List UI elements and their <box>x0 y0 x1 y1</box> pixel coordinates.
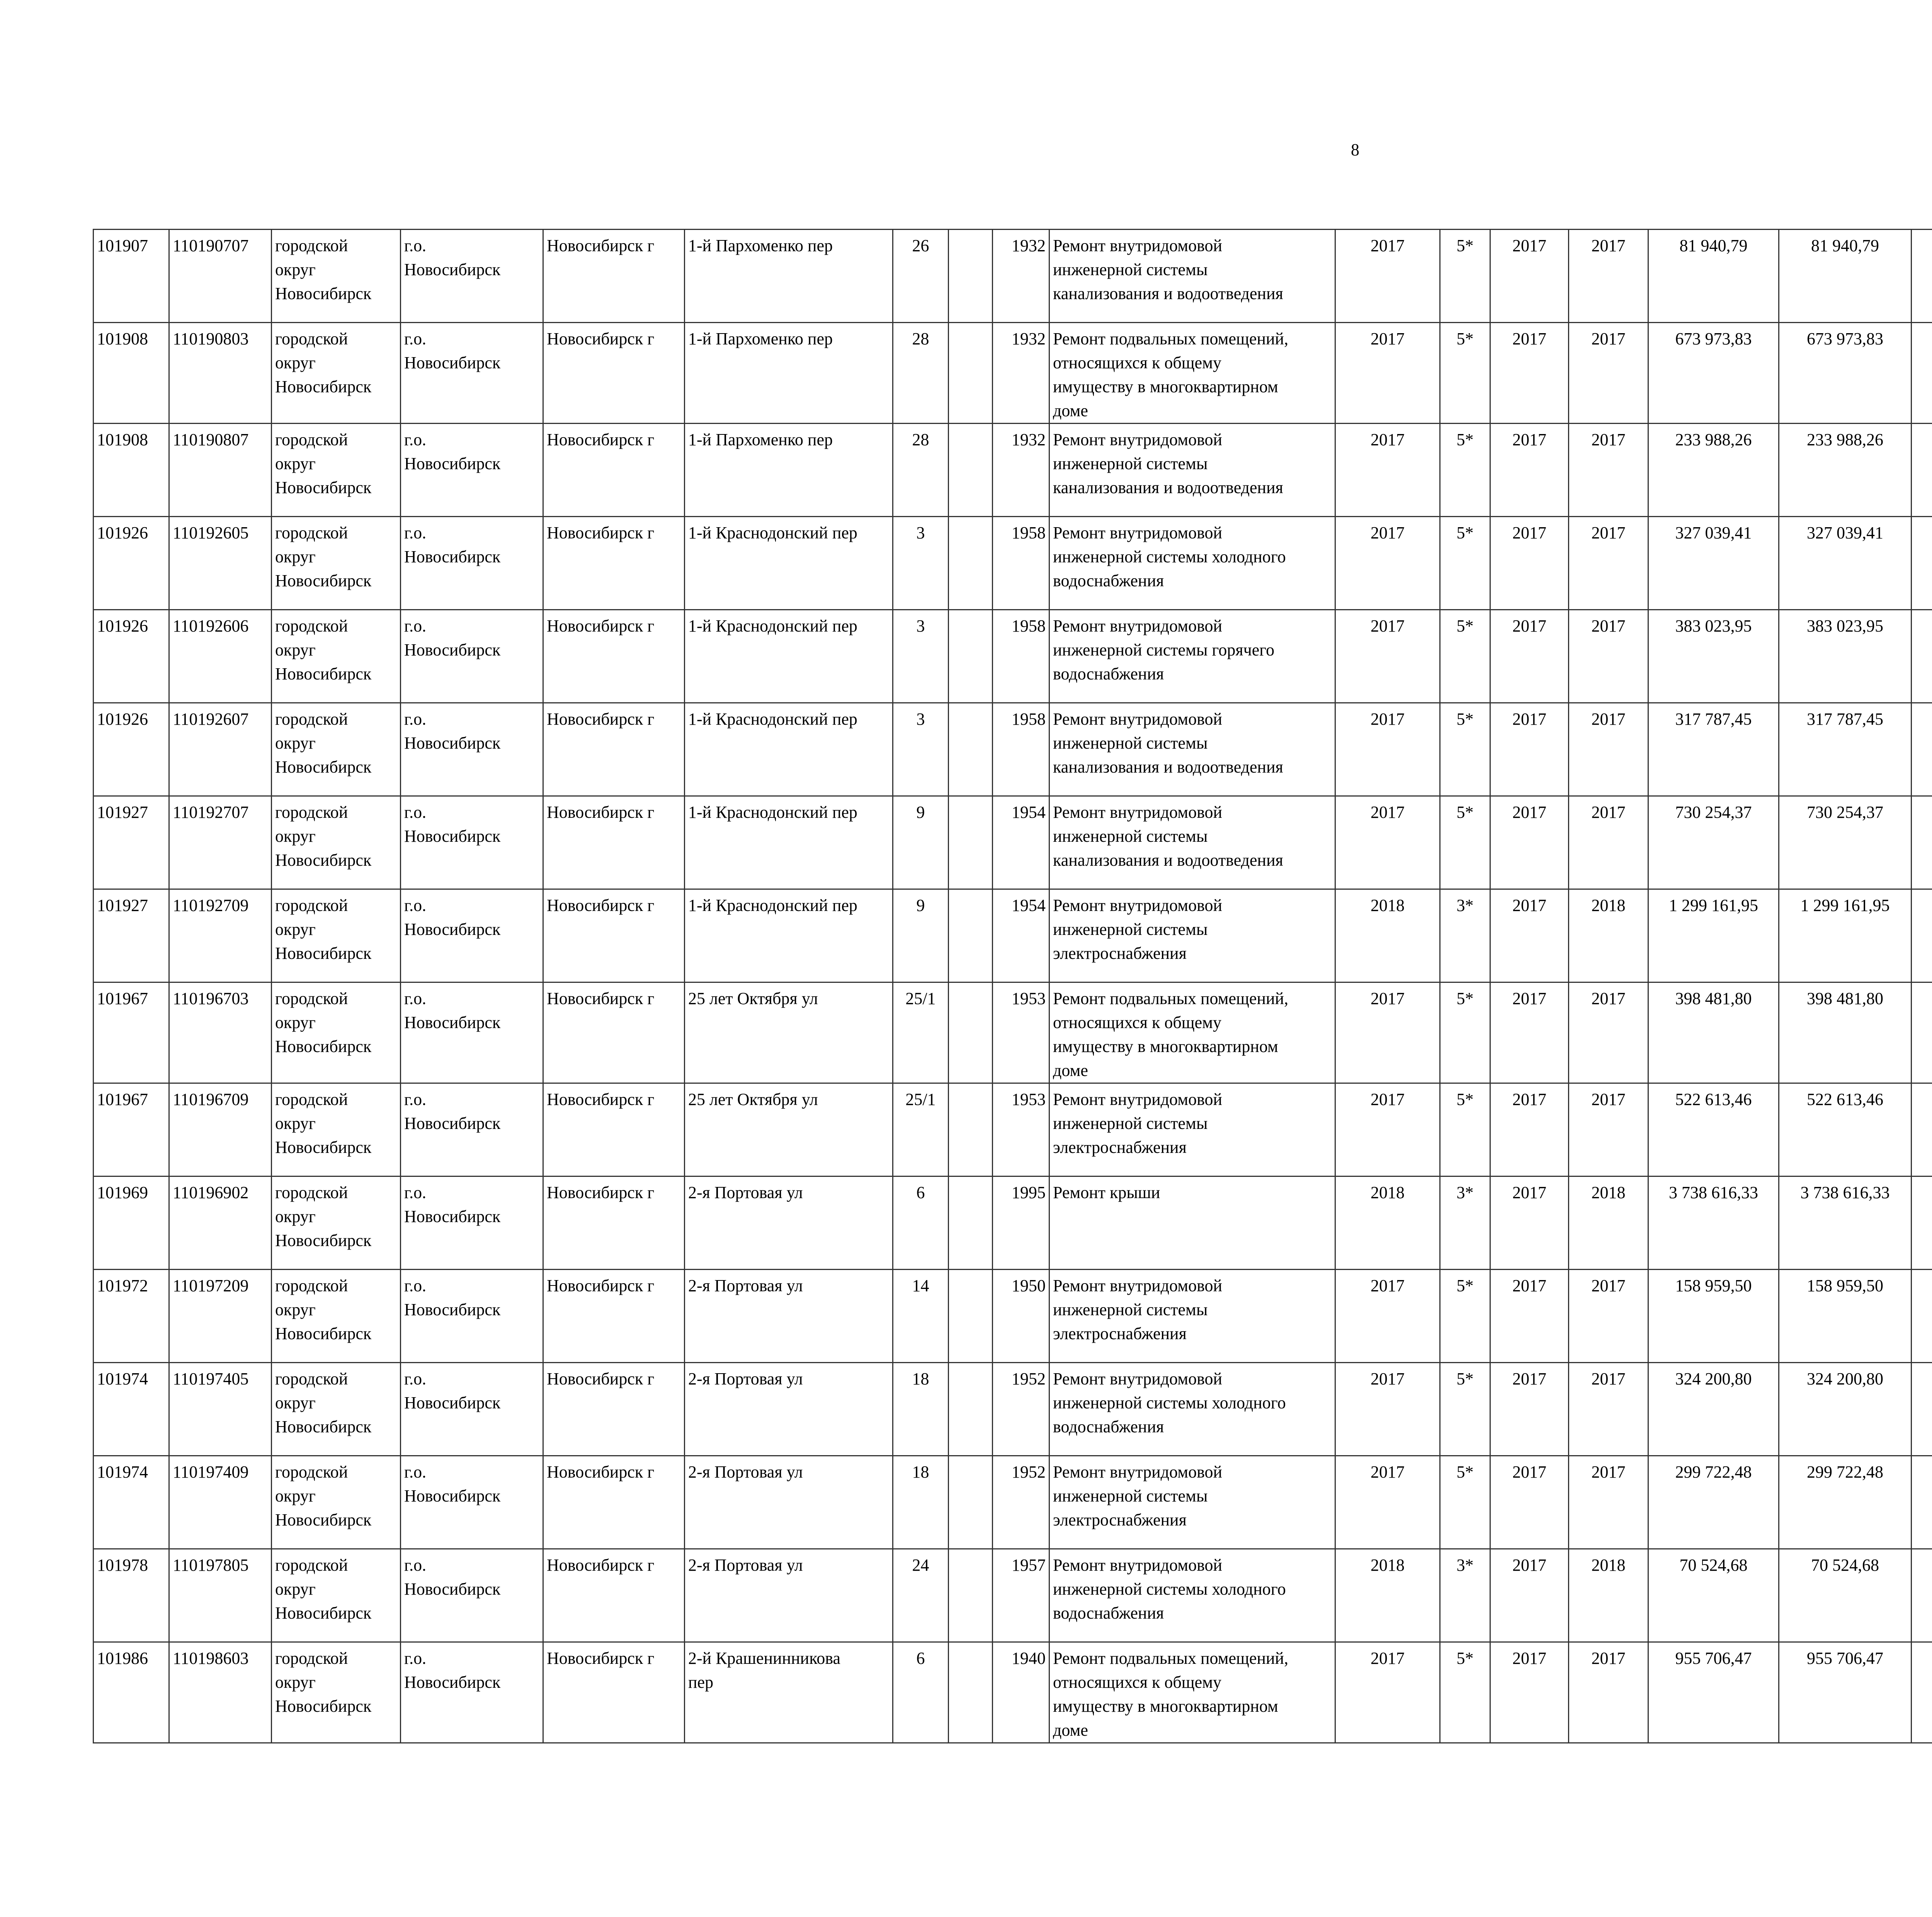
cell-locality: Новосибирск г <box>543 1270 685 1363</box>
cell-house-number: 3 <box>893 703 949 796</box>
cell-locality: Новосибирск г <box>543 1176 685 1270</box>
table-row <box>94 424 1932 517</box>
cell-row-id: 101986 <box>94 1642 169 1743</box>
cell-plan-year: 2018 <box>1335 1176 1440 1270</box>
cell-row-id: 101908 <box>94 323 169 424</box>
cell-cost: 730 254,37 <box>1648 796 1779 889</box>
table-row <box>94 703 1932 796</box>
cell-row-id: 101969 <box>94 1176 169 1270</box>
cell-year-built: 1957 <box>993 1549 1049 1642</box>
cell-period-start: 2017 <box>1490 1363 1569 1456</box>
cell-extra-1 <box>1912 1363 1932 1456</box>
cell-locality: Новосибирск г <box>543 610 685 703</box>
cell-row-id: 101972 <box>94 1270 169 1363</box>
cell-street: 2-я Портовая ул <box>685 1363 893 1456</box>
cell-period-start: 2017 <box>1490 1083 1569 1176</box>
cell-cost-total: 327 039,41 <box>1779 517 1912 610</box>
cell-row-id: 101926 <box>94 517 169 610</box>
cell-building <box>949 230 993 323</box>
cell-work-type: Ремонт внутридомовой инженерной системы канализования и водоотведения <box>1049 424 1335 517</box>
cell-extra-1 <box>1912 424 1932 517</box>
cell-work-type: Ремонт внутридомовой инженерной системы канализования и водоотведения <box>1049 230 1335 323</box>
cell-row-id: 101978 <box>94 1549 169 1642</box>
cell-house-number: 18 <box>893 1456 949 1549</box>
cell-cost-total: 398 481,80 <box>1779 982 1912 1083</box>
cell-cost-total: 317 787,45 <box>1779 703 1912 796</box>
cell-year-built: 1940 <box>993 1642 1049 1743</box>
cell-cost: 233 988,26 <box>1648 424 1779 517</box>
cell-street: 2-й Крашенинникова пер <box>685 1642 893 1743</box>
cell-extra-1 <box>1912 1270 1932 1363</box>
cell-municipal-district: городской округ Новосибирск <box>272 1549 401 1642</box>
cell-work-code: 110197409 <box>169 1456 272 1549</box>
cell-extra-1 <box>1912 230 1932 323</box>
cell-plan-year: 2017 <box>1335 323 1440 424</box>
cell-cost-total: 81 940,79 <box>1779 230 1912 323</box>
cell-municipal-district: городской округ Новосибирск <box>272 1083 401 1176</box>
cell-municipality: г.о. Новосибирск <box>401 982 543 1083</box>
cell-municipal-district: городской округ Новосибирск <box>272 1270 401 1363</box>
table-row <box>94 230 1932 323</box>
cell-period-end: 2017 <box>1569 610 1648 703</box>
cell-priority: 5* <box>1440 1363 1490 1456</box>
cell-locality: Новосибирск г <box>543 1456 685 1549</box>
cell-year-built: 1995 <box>993 1176 1049 1270</box>
cell-municipality: г.о. Новосибирск <box>401 1270 543 1363</box>
cell-municipal-district: городской округ Новосибирск <box>272 610 401 703</box>
cell-priority: 5* <box>1440 230 1490 323</box>
cell-priority: 5* <box>1440 1456 1490 1549</box>
cell-municipal-district: городской округ Новосибирск <box>272 323 401 424</box>
cell-cost-total: 299 722,48 <box>1779 1456 1912 1549</box>
cell-municipal-district: городской округ Новосибирск <box>272 796 401 889</box>
cell-house-number: 28 <box>893 424 949 517</box>
cell-street: 1-й Краснодонский пер <box>685 796 893 889</box>
cell-period-start: 2017 <box>1490 323 1569 424</box>
cell-building <box>949 889 993 982</box>
cell-work-code: 110190707 <box>169 230 272 323</box>
table-row <box>94 889 1932 982</box>
cell-year-built: 1950 <box>993 1270 1049 1363</box>
cell-cost: 522 613,46 <box>1648 1083 1779 1176</box>
cell-work-code: 110196703 <box>169 982 272 1083</box>
cell-cost: 158 959,50 <box>1648 1270 1779 1363</box>
cell-priority: 3* <box>1440 1176 1490 1270</box>
table-body <box>94 230 1932 1743</box>
table-row <box>94 982 1932 1083</box>
cell-period-end: 2017 <box>1569 1083 1648 1176</box>
cell-work-code: 110192709 <box>169 889 272 982</box>
cell-work-code: 110197405 <box>169 1363 272 1456</box>
cell-locality: Новосибирск г <box>543 230 685 323</box>
cell-cost-total: 673 973,83 <box>1779 323 1912 424</box>
cell-street: 1-й Краснодонский пер <box>685 889 893 982</box>
cell-plan-year: 2017 <box>1335 1270 1440 1363</box>
cell-cost-total: 158 959,50 <box>1779 1270 1912 1363</box>
cell-plan-year: 2018 <box>1335 1549 1440 1642</box>
cell-municipality: г.о. Новосибирск <box>401 1176 543 1270</box>
cell-street: 2-я Портовая ул <box>685 1549 893 1642</box>
cell-building <box>949 517 993 610</box>
cell-period-start: 2017 <box>1490 982 1569 1083</box>
cell-row-id: 101908 <box>94 424 169 517</box>
cell-cost-total: 955 706,47 <box>1779 1642 1912 1743</box>
cell-period-start: 2017 <box>1490 889 1569 982</box>
cell-year-built: 1953 <box>993 1083 1049 1176</box>
cell-period-start: 2017 <box>1490 424 1569 517</box>
cell-work-type: Ремонт внутридомовой инженерной системы канализования и водоотведения <box>1049 796 1335 889</box>
cell-building <box>949 1549 993 1642</box>
cell-work-type: Ремонт внутридомовой инженерной системы холодного водоснабжения <box>1049 1549 1335 1642</box>
cell-house-number: 25/1 <box>893 982 949 1083</box>
cell-work-type: Ремонт подвальных помещений, относящихся к общему имуществу в многоквартирном доме <box>1049 1642 1335 1743</box>
cell-extra-1 <box>1912 517 1932 610</box>
cell-extra-1 <box>1912 796 1932 889</box>
cell-building <box>949 982 993 1083</box>
cell-house-number: 9 <box>893 889 949 982</box>
cell-cost: 673 973,83 <box>1648 323 1779 424</box>
cell-cost: 1 299 161,95 <box>1648 889 1779 982</box>
cell-year-built: 1932 <box>993 323 1049 424</box>
cell-building <box>949 610 993 703</box>
page-number: 8 <box>1351 140 1359 159</box>
cell-priority: 3* <box>1440 889 1490 982</box>
cell-municipal-district: городской округ Новосибирск <box>272 1176 401 1270</box>
cell-locality: Новосибирск г <box>543 517 685 610</box>
cell-period-start: 2017 <box>1490 1549 1569 1642</box>
cell-work-code: 110192606 <box>169 610 272 703</box>
cell-municipal-district: городской округ Новосибирск <box>272 1456 401 1549</box>
cell-work-code: 110196902 <box>169 1176 272 1270</box>
cell-row-id: 101926 <box>94 703 169 796</box>
cell-plan-year: 2017 <box>1335 230 1440 323</box>
cell-house-number: 26 <box>893 230 949 323</box>
cell-row-id: 101967 <box>94 982 169 1083</box>
cell-plan-year: 2017 <box>1335 610 1440 703</box>
cell-priority: 5* <box>1440 796 1490 889</box>
table-row <box>94 1363 1932 1456</box>
cell-building <box>949 323 993 424</box>
cell-building <box>949 424 993 517</box>
cell-priority: 5* <box>1440 424 1490 517</box>
cell-cost: 81 940,79 <box>1648 230 1779 323</box>
cell-row-id: 101974 <box>94 1456 169 1549</box>
cell-locality: Новосибирск г <box>543 1363 685 1456</box>
capital-repair-register-table <box>93 229 1932 1743</box>
cell-period-start: 2017 <box>1490 517 1569 610</box>
cell-municipality: г.о. Новосибирск <box>401 703 543 796</box>
cell-period-end: 2017 <box>1569 703 1648 796</box>
cell-locality: Новосибирск г <box>543 703 685 796</box>
cell-house-number: 14 <box>893 1270 949 1363</box>
cell-work-type: Ремонт внутридомовой инженерной системы электроснабжения <box>1049 1270 1335 1363</box>
cell-building <box>949 1642 993 1743</box>
cell-period-start: 2017 <box>1490 1456 1569 1549</box>
cell-period-end: 2017 <box>1569 323 1648 424</box>
cell-municipality: г.о. Новосибирск <box>401 517 543 610</box>
table-row <box>94 1176 1932 1270</box>
cell-extra-1 <box>1912 703 1932 796</box>
cell-work-type: Ремонт внутридомовой инженерной системы холодного водоснабжения <box>1049 1363 1335 1456</box>
cell-extra-1 <box>1912 610 1932 703</box>
cell-period-end: 2017 <box>1569 1363 1648 1456</box>
table-row <box>94 1549 1932 1642</box>
table-row <box>94 796 1932 889</box>
cell-plan-year: 2017 <box>1335 982 1440 1083</box>
cell-locality: Новосибирск г <box>543 1549 685 1642</box>
cell-work-type: Ремонт подвальных помещений, относящихся к общему имуществу в многоквартирном доме <box>1049 982 1335 1083</box>
cell-plan-year: 2017 <box>1335 1363 1440 1456</box>
cell-year-built: 1958 <box>993 610 1049 703</box>
cell-municipal-district: городской округ Новосибирск <box>272 1642 401 1743</box>
cell-house-number: 28 <box>893 323 949 424</box>
cell-cost-total: 233 988,26 <box>1779 424 1912 517</box>
cell-year-built: 1952 <box>993 1363 1049 1456</box>
cell-period-end: 2017 <box>1569 796 1648 889</box>
table-row <box>94 517 1932 610</box>
cell-street: 25 лет Октября ул <box>685 1083 893 1176</box>
cell-building <box>949 703 993 796</box>
cell-period-start: 2017 <box>1490 1270 1569 1363</box>
cell-priority: 5* <box>1440 703 1490 796</box>
cell-municipal-district: городской округ Новосибирск <box>272 517 401 610</box>
cell-year-built: 1952 <box>993 1456 1049 1549</box>
cell-plan-year: 2017 <box>1335 424 1440 517</box>
cell-cost-total: 70 524,68 <box>1779 1549 1912 1642</box>
cell-municipal-district: городской округ Новосибирск <box>272 230 401 323</box>
cell-year-built: 1953 <box>993 982 1049 1083</box>
cell-building <box>949 1176 993 1270</box>
cell-municipality: г.о. Новосибирск <box>401 323 543 424</box>
cell-period-end: 2018 <box>1569 1176 1648 1270</box>
cell-plan-year: 2018 <box>1335 889 1440 982</box>
cell-extra-1 <box>1912 982 1932 1083</box>
cell-work-type: Ремонт крыши <box>1049 1176 1335 1270</box>
cell-locality: Новосибирск г <box>543 889 685 982</box>
cell-municipality: г.о. Новосибирск <box>401 1456 543 1549</box>
cell-priority: 5* <box>1440 323 1490 424</box>
cell-period-start: 2017 <box>1490 796 1569 889</box>
table-row <box>94 1270 1932 1363</box>
cell-work-code: 110190807 <box>169 424 272 517</box>
cell-work-code: 110190803 <box>169 323 272 424</box>
cell-cost: 70 524,68 <box>1648 1549 1779 1642</box>
cell-cost-total: 383 023,95 <box>1779 610 1912 703</box>
table-row <box>94 1083 1932 1176</box>
cell-plan-year: 2017 <box>1335 703 1440 796</box>
cell-plan-year: 2017 <box>1335 796 1440 889</box>
cell-work-code: 110192605 <box>169 517 272 610</box>
cell-period-end: 2017 <box>1569 230 1648 323</box>
cell-building <box>949 1456 993 1549</box>
cell-period-end: 2018 <box>1569 889 1648 982</box>
cell-house-number: 6 <box>893 1642 949 1743</box>
cell-municipal-district: городской округ Новосибирск <box>272 889 401 982</box>
cell-cost: 324 200,80 <box>1648 1363 1779 1456</box>
cell-extra-1 <box>1912 889 1932 982</box>
cell-building <box>949 1363 993 1456</box>
cell-work-code: 110198603 <box>169 1642 272 1743</box>
cell-priority: 5* <box>1440 1083 1490 1176</box>
cell-year-built: 1954 <box>993 889 1049 982</box>
cell-street: 1-й Краснодонский пер <box>685 517 893 610</box>
cell-work-code: 110192707 <box>169 796 272 889</box>
cell-extra-1 <box>1912 1642 1932 1743</box>
cell-house-number: 9 <box>893 796 949 889</box>
cell-work-code: 110197209 <box>169 1270 272 1363</box>
cell-period-start: 2017 <box>1490 610 1569 703</box>
cell-municipality: г.о. Новосибирск <box>401 796 543 889</box>
cell-locality: Новосибирск г <box>543 323 685 424</box>
cell-work-type: Ремонт внутридомовой инженерной системы холодного водоснабжения <box>1049 517 1335 610</box>
cell-period-end: 2017 <box>1569 1270 1648 1363</box>
cell-plan-year: 2017 <box>1335 1456 1440 1549</box>
cell-period-start: 2017 <box>1490 230 1569 323</box>
cell-municipal-district: городской округ Новосибирск <box>272 1363 401 1456</box>
cell-extra-1 <box>1912 1083 1932 1176</box>
cell-extra-1 <box>1912 323 1932 424</box>
cell-work-type: Ремонт подвальных помещений, относящихся к общему имуществу в многоквартирном доме <box>1049 323 1335 424</box>
cell-street: 1-й Пархоменко пер <box>685 230 893 323</box>
cell-year-built: 1958 <box>993 703 1049 796</box>
cell-work-type: Ремонт внутридомовой инженерной системы электроснабжения <box>1049 1083 1335 1176</box>
cell-municipality: г.о. Новосибирск <box>401 610 543 703</box>
cell-locality: Новосибирск г <box>543 1642 685 1743</box>
cell-street: 2-я Портовая ул <box>685 1456 893 1549</box>
cell-row-id: 101967 <box>94 1083 169 1176</box>
cell-year-built: 1954 <box>993 796 1049 889</box>
cell-year-built: 1958 <box>993 517 1049 610</box>
cell-municipality: г.о. Новосибирск <box>401 230 543 323</box>
cell-street: 1-й Краснодонский пер <box>685 610 893 703</box>
cell-period-end: 2017 <box>1569 1456 1648 1549</box>
cell-work-type: Ремонт внутридомовой инженерной системы канализования и водоотведения <box>1049 703 1335 796</box>
cell-period-end: 2017 <box>1569 982 1648 1083</box>
cell-priority: 5* <box>1440 517 1490 610</box>
cell-cost: 317 787,45 <box>1648 703 1779 796</box>
cell-street: 2-я Портовая ул <box>685 1270 893 1363</box>
cell-municipal-district: городской округ Новосибирск <box>272 424 401 517</box>
cell-row-id: 101907 <box>94 230 169 323</box>
cell-extra-1 <box>1912 1176 1932 1270</box>
cell-cost: 955 706,47 <box>1648 1642 1779 1743</box>
table-row <box>94 610 1932 703</box>
cell-row-id: 101927 <box>94 889 169 982</box>
cell-period-start: 2017 <box>1490 1176 1569 1270</box>
cell-locality: Новосибирск г <box>543 982 685 1083</box>
cell-house-number: 24 <box>893 1549 949 1642</box>
cell-municipality: г.о. Новосибирск <box>401 1363 543 1456</box>
cell-street: 1-й Пархоменко пер <box>685 424 893 517</box>
cell-locality: Новосибирск г <box>543 796 685 889</box>
cell-work-type: Ремонт внутридомовой инженерной системы электроснабжения <box>1049 1456 1335 1549</box>
cell-cost-total: 1 299 161,95 <box>1779 889 1912 982</box>
cell-cost: 398 481,80 <box>1648 982 1779 1083</box>
cell-plan-year: 2017 <box>1335 1083 1440 1176</box>
cell-cost-total: 522 613,46 <box>1779 1083 1912 1176</box>
cell-work-code: 110197805 <box>169 1549 272 1642</box>
cell-cost-total: 730 254,37 <box>1779 796 1912 889</box>
cell-plan-year: 2017 <box>1335 517 1440 610</box>
cell-period-start: 2017 <box>1490 1642 1569 1743</box>
cell-municipality: г.о. Новосибирск <box>401 424 543 517</box>
cell-year-built: 1932 <box>993 230 1049 323</box>
cell-cost-total: 3 738 616,33 <box>1779 1176 1912 1270</box>
cell-house-number: 18 <box>893 1363 949 1456</box>
cell-work-code: 110192607 <box>169 703 272 796</box>
cell-building <box>949 796 993 889</box>
cell-priority: 5* <box>1440 1270 1490 1363</box>
cell-row-id: 101927 <box>94 796 169 889</box>
cell-municipal-district: городской округ Новосибирск <box>272 982 401 1083</box>
cell-house-number: 3 <box>893 610 949 703</box>
cell-work-type: Ремонт внутридомовой инженерной системы горячего водоснабжения <box>1049 610 1335 703</box>
cell-work-code: 110196709 <box>169 1083 272 1176</box>
cell-municipality: г.о. Новосибирск <box>401 1642 543 1743</box>
cell-municipality: г.о. Новосибирск <box>401 1083 543 1176</box>
cell-cost: 383 023,95 <box>1648 610 1779 703</box>
cell-street: 25 лет Октября ул <box>685 982 893 1083</box>
cell-house-number: 25/1 <box>893 1083 949 1176</box>
cell-priority: 5* <box>1440 1642 1490 1743</box>
cell-cost: 3 738 616,33 <box>1648 1176 1779 1270</box>
cell-period-end: 2017 <box>1569 517 1648 610</box>
cell-plan-year: 2017 <box>1335 1642 1440 1743</box>
cell-municipal-district: городской округ Новосибирск <box>272 703 401 796</box>
table-row <box>94 1642 1932 1743</box>
cell-work-type: Ремонт внутридомовой инженерной системы электроснабжения <box>1049 889 1335 982</box>
table-row <box>94 323 1932 424</box>
cell-cost-total: 324 200,80 <box>1779 1363 1912 1456</box>
cell-locality: Новосибирск г <box>543 424 685 517</box>
cell-priority: 5* <box>1440 982 1490 1083</box>
cell-period-end: 2018 <box>1569 1549 1648 1642</box>
cell-cost: 327 039,41 <box>1648 517 1779 610</box>
cell-period-end: 2017 <box>1569 1642 1648 1743</box>
cell-municipality: г.о. Новосибирск <box>401 889 543 982</box>
cell-cost: 299 722,48 <box>1648 1456 1779 1549</box>
cell-period-end: 2017 <box>1569 424 1648 517</box>
table-row <box>94 1456 1932 1549</box>
cell-street: 2-я Портовая ул <box>685 1176 893 1270</box>
cell-extra-1 <box>1912 1456 1932 1549</box>
cell-locality: Новосибирск г <box>543 1083 685 1176</box>
cell-year-built: 1932 <box>993 424 1049 517</box>
cell-row-id: 101926 <box>94 610 169 703</box>
cell-municipality: г.о. Новосибирск <box>401 1549 543 1642</box>
cell-period-start: 2017 <box>1490 703 1569 796</box>
cell-building <box>949 1083 993 1176</box>
cell-house-number: 3 <box>893 517 949 610</box>
cell-house-number: 6 <box>893 1176 949 1270</box>
cell-priority: 3* <box>1440 1549 1490 1642</box>
cell-street: 1-й Краснодонский пер <box>685 703 893 796</box>
cell-extra-1 <box>1912 1549 1932 1642</box>
cell-row-id: 101974 <box>94 1363 169 1456</box>
cell-priority: 5* <box>1440 610 1490 703</box>
cell-building <box>949 1270 993 1363</box>
cell-street: 1-й Пархоменко пер <box>685 323 893 424</box>
